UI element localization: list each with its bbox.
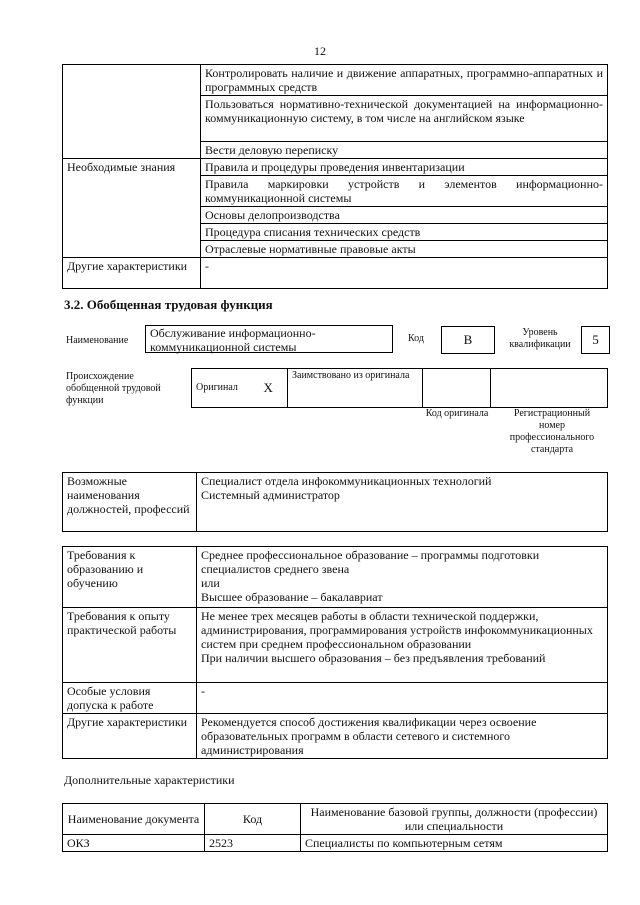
code-label: Код (408, 333, 424, 344)
requirement-label: Особые условия допуска к работе (63, 683, 197, 714)
header-group: Наименование базовой группы, должности (профессии) или специальности (301, 804, 608, 835)
row-document: ОКЗ (63, 835, 205, 852)
level-label: Уровень квалификации (509, 327, 571, 350)
origin-label: Происхождение обобщенной трудовой функции (66, 371, 161, 406)
original-code-cell (423, 369, 491, 408)
positions-values (197, 473, 608, 532)
positions-table (62, 472, 608, 532)
header-document: Наименование документа (63, 804, 205, 835)
borrowed-label: Заимствовано из оригинала (288, 369, 423, 408)
skills-knowledge-table (62, 64, 608, 289)
requirement-value: Среднее профессиональное образование – программы подготовки специалистов среднего звена или Высшее образование – бакалавриат (197, 547, 608, 608)
requirement-value: - (197, 683, 608, 714)
row-label-other: Другие характеристики (63, 258, 201, 289)
knowledge-item: Процедура списания технических средств (201, 224, 608, 241)
section-title: 3.2. Обобщенная трудовая функция (64, 297, 273, 312)
requirement-value: Не менее трех месяцев работы в области технической поддержки, администрирования, программирования устройств инфокоммуникационных систем при среднем профессиональном образовании При наличии высшего образования – без предъявления требований (197, 608, 608, 683)
positions-label: Возможные наименования должностей, профессий (63, 473, 197, 532)
requirement-label: Требования к опыту практической работы (63, 608, 197, 683)
code-value: B (441, 326, 495, 354)
knowledge-item: Отраслевые нормативные правовые акты (201, 241, 608, 258)
name-label: Наименование (66, 335, 129, 346)
additional-table (62, 803, 608, 852)
knowledge-item: Правила маркировки устройств и элементов информационно-коммуникационной системы (201, 176, 608, 207)
header-code: Код (205, 804, 301, 835)
requirement-value: Рекомендуется способ достижения квалификации через освоение образовательных программ в области сетевого и системного администрирования (197, 714, 608, 759)
skill-item: Пользоваться нормативно-технической документацией на информационно-коммуникационную систему, в том числе на английском языке (201, 96, 608, 142)
table-row (63, 835, 608, 852)
code-caption: Код оригинала (425, 408, 489, 419)
position-item: Системный администратор (201, 488, 340, 502)
other-item: - (201, 258, 608, 289)
knowledge-item: Основы делопроизводства (201, 207, 608, 224)
knowledge-item: Правила и процедуры проведения инвентаризации (201, 159, 608, 176)
row-label-knowledge: Необходимые знания (63, 159, 201, 258)
page-number: 12 (314, 44, 326, 58)
row-label-skills (63, 65, 201, 159)
requirements-table (62, 546, 608, 759)
registration-caption: Регистрационный номер профессионального стандарта (509, 408, 595, 455)
level-value: 5 (581, 326, 610, 354)
row-group: Специалисты по компьютерным сетям (301, 835, 608, 852)
origin-table (191, 368, 608, 408)
name-value: Обслуживание информационно-коммуникационной системы (145, 325, 393, 353)
position-item: Специалист отдела инфокоммуникационных технологий (201, 474, 492, 488)
original-label: Оригинал (192, 369, 250, 408)
skill-item: Вести деловую переписку (201, 142, 608, 159)
original-mark: X (250, 369, 288, 408)
registration-number-cell (491, 369, 608, 408)
additional-title: Дополнительные характеристики (64, 773, 235, 787)
requirement-label: Другие характеристики (63, 714, 197, 759)
requirement-label: Требования к образованию и обучению (63, 547, 197, 608)
row-code: 2523 (205, 835, 301, 852)
skill-item: Контролировать наличие и движение аппаратных, программно-аппаратных и программных средств (201, 65, 608, 96)
